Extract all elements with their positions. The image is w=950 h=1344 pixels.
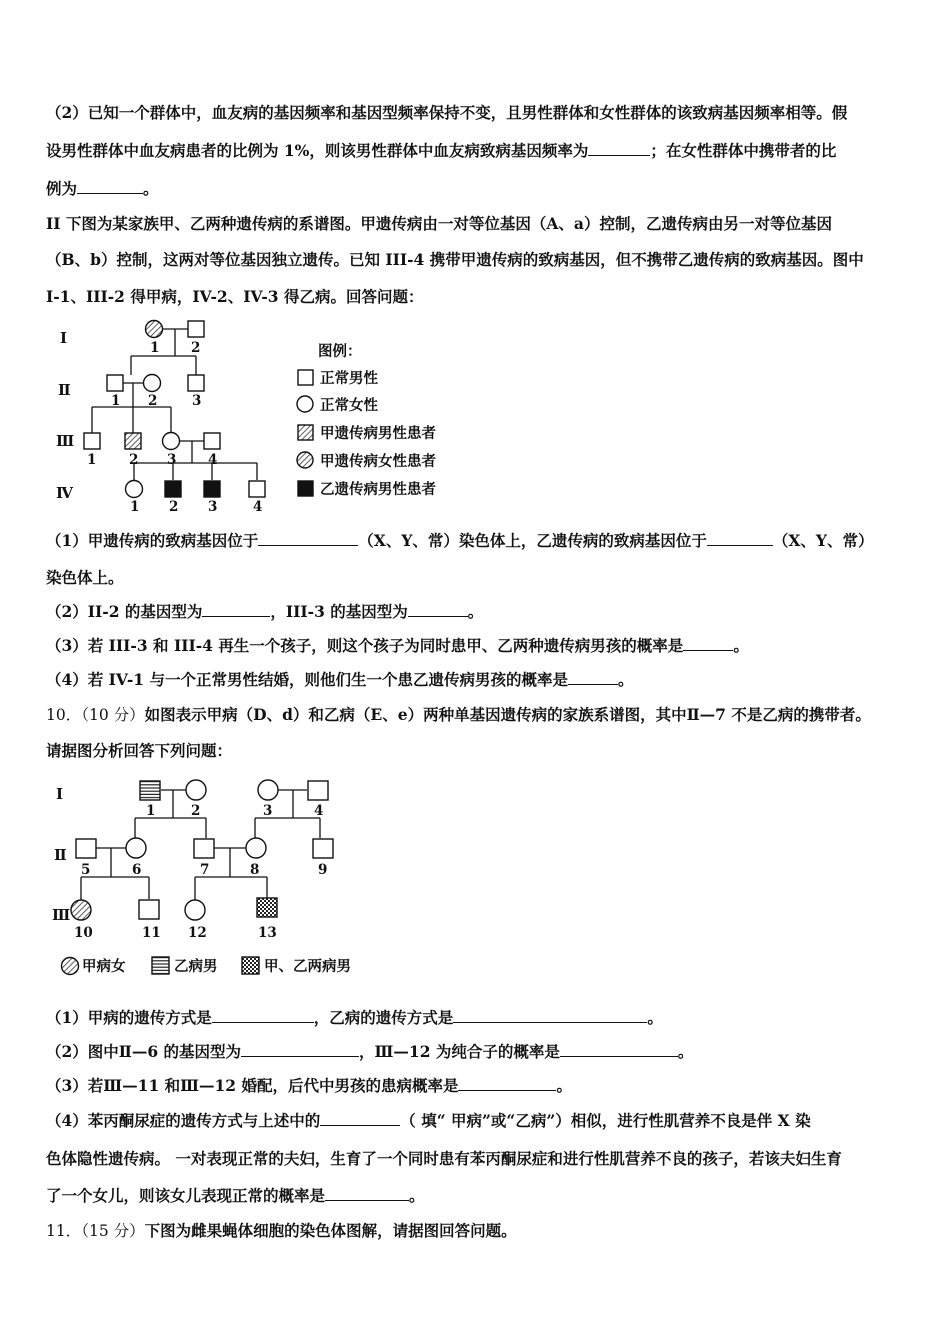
legend-title: 图例： bbox=[318, 343, 362, 360]
q10-line2: 请据图分析回答下列问题： bbox=[46, 741, 233, 760]
individual-number: 8 bbox=[250, 862, 260, 878]
q9-p2-line1: （2）已知一个群体中，血友病的基因频率和基因型频率保持不变，且男性群体和女性群体的该致病基因频率相等。假 bbox=[46, 103, 848, 122]
q9-q4b: 。 bbox=[617, 670, 634, 689]
individual-number: 3 bbox=[167, 452, 177, 468]
individual-number: 12 bbox=[188, 925, 207, 941]
q10-a3a: （3）若Ⅲ—11 和Ⅲ—12 婚配，后代中男孩的患病概率是 bbox=[46, 1076, 459, 1095]
individual-number: 1 bbox=[150, 340, 160, 356]
q9-p2-line3a: 例为 bbox=[46, 179, 78, 198]
individual-number: 4 bbox=[208, 452, 218, 468]
q10-a1a: （1）甲病的遗传方式是 bbox=[46, 1008, 212, 1027]
individual-number: 1 bbox=[146, 803, 156, 819]
individual-number: 4 bbox=[314, 803, 324, 819]
q10-a4-line1 bbox=[46, 1109, 811, 1131]
q10-a4-line2: 色体隐性遗传病。 一对表现正常的夫妇，生育了一个同时患有苯丙酮尿症和进行性肌营养不良的孩子，若该夫妇生育 bbox=[46, 1149, 842, 1168]
individual-number: 3 bbox=[208, 499, 218, 515]
individual-number: 2 bbox=[191, 340, 201, 356]
individual-number: 10 bbox=[74, 925, 93, 941]
generation-label: Ⅱ bbox=[54, 846, 67, 864]
q10-a2b: ，Ⅲ—12 为纯合子的概率是 bbox=[359, 1042, 560, 1061]
individual-number: 9 bbox=[318, 862, 328, 878]
III-10-affected-female-a bbox=[71, 900, 91, 920]
generation-label: Ⅰ bbox=[56, 785, 64, 803]
individual-number: 2 bbox=[148, 393, 158, 409]
q10-a4a: （4）苯丙酮尿症的遗传方式与上述中的 bbox=[46, 1111, 321, 1130]
question-number: 10． bbox=[46, 706, 82, 724]
q9-q1a: （1）甲遗传病的致病基因位于 bbox=[46, 531, 259, 550]
generation-label: Ⅲ bbox=[52, 906, 71, 924]
q9-q3a: （3）若 III-3 和 III-4 再生一个孩子，则这个孩子为同时患甲、乙两种遗传病男孩的概率是 bbox=[46, 636, 684, 655]
question-number: 11． bbox=[46, 1222, 82, 1240]
individual-number: 3 bbox=[192, 393, 202, 409]
q9-q4a: （4）若 IV-1 与一个正常男性结婚，则他们生一个患乙遗传病男孩的概率是 bbox=[46, 670, 568, 689]
q10-a4b: （ 填“ 甲病”或“乙病”）相似，进行性肌营养不良是伴 X 染 bbox=[400, 1111, 811, 1130]
q10-a3 bbox=[46, 1074, 572, 1096]
individual-number: 4 bbox=[253, 499, 263, 515]
individual-number: 1 bbox=[130, 499, 140, 515]
individual-number: 5 bbox=[81, 862, 91, 878]
generation-label: Ⅰ bbox=[60, 329, 68, 347]
q9-p2-line3b: 。 bbox=[143, 179, 159, 198]
I-4-normal-male bbox=[308, 781, 328, 800]
q9-II-line3: I-1、III-2 得甲病，IV-2、IV-3 得乙病。回答问题： bbox=[46, 287, 424, 306]
q11-line1 bbox=[46, 1219, 517, 1241]
q9-p2-line2b: ；在女性群体中携带者的比 bbox=[650, 141, 837, 160]
question-score: （15 分） bbox=[81, 1222, 145, 1240]
generation-label: Ⅳ bbox=[56, 484, 74, 502]
legend-label: 甲遗传病男性患者 bbox=[320, 425, 436, 442]
answer-blank[interactable] bbox=[453, 1008, 647, 1023]
q10-a4-line3 bbox=[46, 1184, 425, 1206]
individual-number: 2 bbox=[129, 452, 139, 468]
q10-a4d: 了一个女儿，则该女儿表现正常的概率是 bbox=[46, 1186, 326, 1205]
q9-q2b: ，III-3 的基因型为 bbox=[270, 602, 408, 621]
q10-a1 bbox=[46, 1006, 663, 1028]
q11-stem: 下图为雌果蝇体细胞的染色体图解，请据图回答问题。 bbox=[144, 1221, 517, 1240]
generation-label: Ⅱ bbox=[58, 381, 71, 399]
q9-II-line2: （B、b）控制，这两对等位基因独立遗传。已知 III-4 携带甲遗传病的致病基因，但不携带乙遗传病的致病基因。图中 bbox=[46, 250, 864, 269]
q10-a1c: 。 bbox=[647, 1008, 663, 1027]
individual-number: 1 bbox=[111, 393, 121, 409]
individual-number: 13 bbox=[258, 925, 277, 941]
II-5-normal-male bbox=[76, 839, 96, 858]
individual-number: 11 bbox=[142, 925, 161, 941]
generation-label: Ⅲ bbox=[56, 432, 75, 450]
II-6-normal-female bbox=[126, 838, 146, 858]
legend-striped-square-icon bbox=[152, 957, 169, 974]
legend-checkered-square-icon bbox=[242, 957, 259, 974]
individual-number: 1 bbox=[87, 452, 97, 468]
legend-label: 乙遗传病男性患者 bbox=[320, 481, 436, 498]
individual-number: 2 bbox=[191, 803, 201, 819]
legend-label: 甲、乙两病男 bbox=[264, 958, 351, 975]
individual-number: 6 bbox=[132, 862, 142, 878]
answer-blank[interactable] bbox=[241, 1042, 359, 1057]
I-3-normal-female bbox=[258, 780, 278, 800]
legend-hatched-circle-icon bbox=[62, 958, 79, 975]
answer-blank[interactable] bbox=[320, 1111, 400, 1126]
q9-q2a: （2）II-2 的基因型为 bbox=[46, 602, 203, 621]
answer-blank[interactable] bbox=[325, 1186, 409, 1201]
I-1-affected-male-b bbox=[140, 781, 160, 800]
q9-q1b: （X、Y、常）染色体上，乙遗传病的致病基因位于 bbox=[358, 531, 707, 550]
q10-stem: 如图表示甲病（D、d）和乙病（E、e）两种单基因遗传病的家族系谱图，其中Ⅱ—7 不是乙病的携带者。 bbox=[144, 705, 871, 724]
III-13-affected-male-ab bbox=[257, 898, 277, 917]
legend-label: 正常女性 bbox=[320, 397, 378, 414]
q10-a2c: 。 bbox=[677, 1042, 694, 1061]
q10-a4e: 。 bbox=[409, 1186, 425, 1205]
legend-label: 乙病男 bbox=[174, 958, 218, 975]
q9-q3b: 。 bbox=[733, 636, 749, 655]
individual-number: 2 bbox=[169, 499, 179, 515]
answer-blank[interactable] bbox=[458, 1076, 556, 1091]
q9-II-line1: II 下图为某家族甲、乙两种遗传病的系谱图。甲遗传病由一对等位基因（A、a）控制，乙遗传病由另一对等位基因 bbox=[46, 214, 832, 233]
q10-a3b: 。 bbox=[556, 1076, 572, 1095]
q10-a2a: （2）图中Ⅱ—6 的基因型为 bbox=[46, 1042, 242, 1061]
answer-blank[interactable] bbox=[212, 1008, 314, 1023]
q10-a1b: ，乙病的遗传方式是 bbox=[313, 1008, 454, 1027]
individual-number: 7 bbox=[200, 862, 210, 878]
q9-p2-line2a: 设男性群体中血友病患者的比例为 1%，则该男性群体中血友病致病基因频率为 bbox=[46, 141, 589, 160]
legend-label: 甲病女 bbox=[82, 958, 126, 975]
legend-label: 正常男性 bbox=[320, 370, 378, 387]
legend-label: 甲遗传病女性患者 bbox=[320, 453, 436, 470]
q9-q1-line2: 染色体上。 bbox=[46, 568, 124, 587]
answer-blank[interactable] bbox=[560, 1042, 678, 1057]
question-score: （10 分） bbox=[81, 706, 145, 724]
q10-a2 bbox=[46, 1040, 693, 1062]
q9-q1c: （X、Y、常） bbox=[772, 531, 874, 550]
II-7-normal-male bbox=[194, 839, 214, 858]
III-11-normal-male bbox=[139, 900, 159, 919]
q9-q2c: 。 bbox=[467, 602, 484, 621]
individual-number: 3 bbox=[263, 803, 273, 819]
II-9-normal-male bbox=[313, 839, 333, 858]
I-2-normal-female bbox=[186, 780, 206, 800]
III-12-normal-female bbox=[185, 900, 205, 920]
II-8-normal-female bbox=[246, 838, 266, 858]
